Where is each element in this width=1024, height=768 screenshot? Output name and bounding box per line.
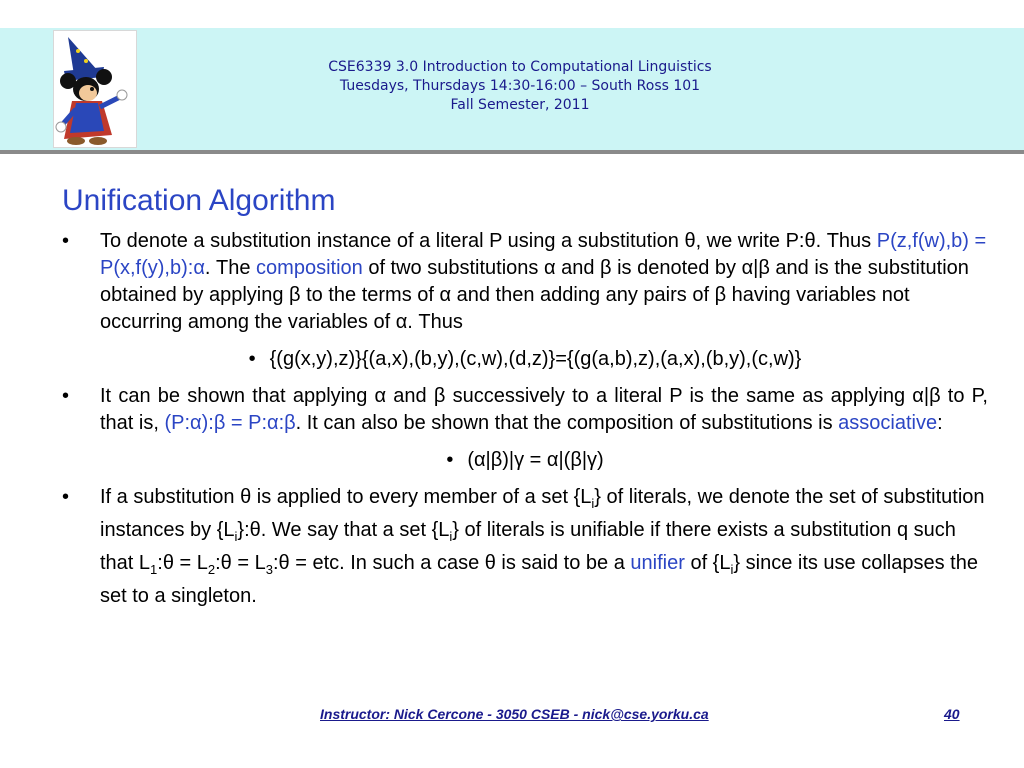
course-header	[260, 58, 780, 115]
slide-title: Unification Algorithm	[62, 184, 336, 217]
sub-bullet-example: • {(g(x,y),z)}{(a,x),(b,y),(c,w),(d,z)}={(g(a,b),z),(a,x),(b,y),(c,w)}	[248, 348, 802, 370]
bullet-associative: • It can be shown that applying α and β successively to a literal P is the same as applying α|β to P, that is, (P:α):β = P:α:β. It can also be shown that the composition of substitutions is associative:	[62, 383, 988, 437]
course-schedule: Tuesdays, Thursdays 14:30-16:00 – South Ross 101	[339, 78, 701, 94]
course-title: CSE6339 3.0 Introduction to Computational Linguistics	[328, 59, 712, 75]
page-number: 40	[944, 706, 960, 722]
instructor-footer: Instructor: Nick Cercone - 3050 CSEB - nick@cse.yorku.ca	[320, 706, 709, 722]
wizard-mouse-icon	[53, 30, 137, 148]
bullet-unifier: • If a substitution θ is applied to every member of a set $\{L_i\}$ of literals, we denote the set of substitution instances by $\{L_i\}:\theta$. We say that a set $\{L_i\}$ of literals is unifiable if there exists a substitution q such that $L_1:\theta$ = $L_2:\theta$ = $L_3:\theta$ = etc. In such a case θ is said to be a unifier of $\{L_i\}$ since its use collapses the set to a singleton.	[62, 484, 988, 610]
bullet-composition: • To denote a substitution instance of a literal P using a substitution θ, we write P:θ. Thus P(z,f(w),b) = P(x,f(y),b):α. The composition of two substitutions α and β is denoted by α|β and is the substitution obtained by applying β to the terms of α and then adding any pairs of β having variables not occurring among the variables of α. Thus	[62, 228, 988, 336]
sub-bullet-associativity: • (α|β)|γ = α|(β|γ)	[446, 449, 604, 471]
course-semester: Fall Semester, 2011	[450, 97, 590, 113]
header-divider	[0, 150, 1024, 154]
slide-body	[62, 228, 988, 610]
